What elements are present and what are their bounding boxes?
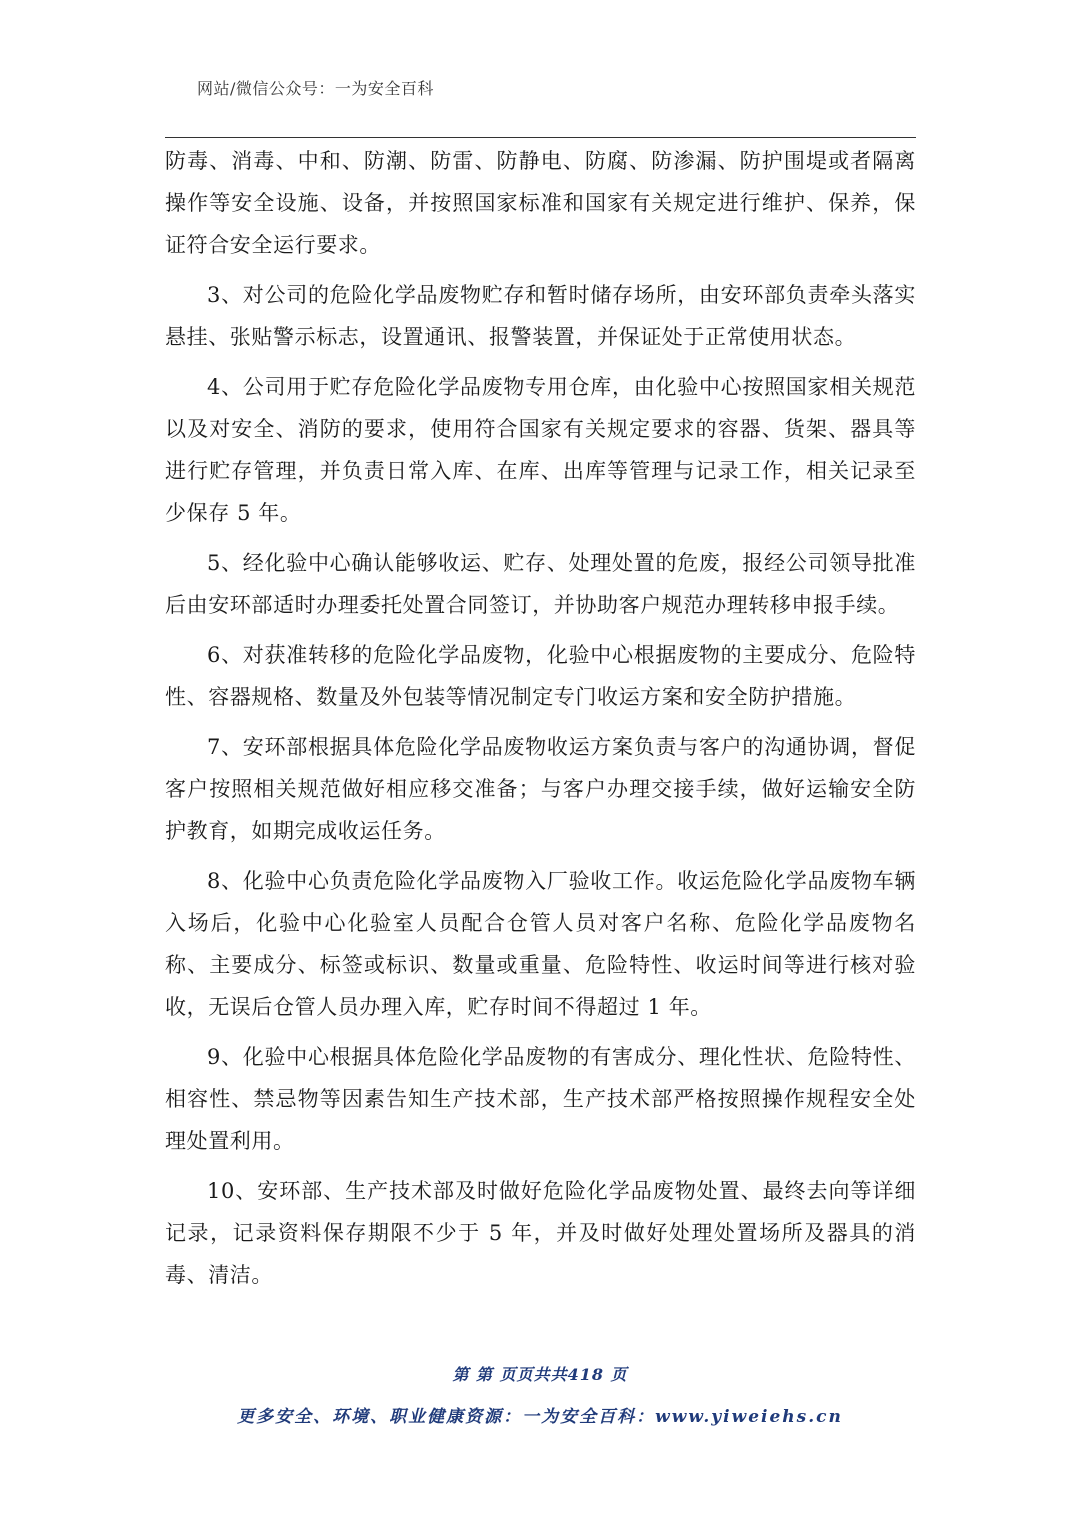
paragraph-item-3: 3、对公司的危险化学品废物贮存和暂时储存场所，由安环部负责牵头落实悬挂、张贴警示标志，设置通讯、报警装置，并保证处于正常使用状态。 <box>165 283 916 349</box>
paragraph-item-6: 6、对获准转移的危险化学品废物，化验中心根据废物的主要成分、危险特性、容器规格、数量及外包装等情况制定专门收运方案和安全防护措施。 <box>165 643 916 709</box>
paragraph-continuation: 防毒、消毒、中和、防潮、防雷、防静电、防腐、防渗漏、防护围堤或者隔离操作等安全设施、设备，并按照国家标准和国家有关规定进行维护、保养，保证符合安全运行要求。 <box>165 149 916 257</box>
header-site-text: 网站/微信公众号：一为安全百科 <box>197 79 434 98</box>
page-number: 第 第 页页共共418 页 <box>452 1365 628 1384</box>
paragraph-item-5: 5、经化验中心确认能够收运、贮存、处理处置的危废，报经公司领导批准后由安环部适时办理委托处置合同签订，并协助客户规范办理转移申报手续。 <box>165 551 916 617</box>
paragraph-item-8: 8、化验中心负责危险化学品废物入厂验收工作。收运危险化学品废物车辆入场后，化验中心化验室人员配合仓管人员对客户名称、危险化学品废物名称、主要成分、标签或标识、数量或重量、危险特性、收运时间等进行核对验收，无误后仓管人员办理入库，贮存时间不得超过 1 年。 <box>165 869 916 1019</box>
paragraph-item-10: 10、安环部、生产技术部及时做好危险化学品废物处置、最终去向等详细记录，记录资料保存期限不少于 5 年，并及时做好处理处置场所及器具的消毒、清洁。 <box>165 1179 916 1287</box>
document-body <box>165 140 916 1304</box>
paragraph-item-9: 9、化验中心根据具体危险化学品废物的有害成分、理化性状、危险特性、相容性、禁忌物等因素告知生产技术部，生产技术部严格按照操作规程安全处理处置利用。 <box>165 1045 916 1153</box>
footer-promo-text: 更多安全、环境、职业健康资源：一为安全百科：www.yiweiehs.cn <box>237 1407 843 1427</box>
paragraph-item-7: 7、安环部根据具体危险化学品废物收运方案负责与客户的沟通协调，督促客户按照相关规范做好相应移交准备；与客户办理交接手续，做好运输安全防护教育，如期完成收运任务。 <box>165 735 916 843</box>
paragraph-item-4: 4、公司用于贮存危险化学品废物专用仓库，由化验中心按照国家相关规范以及对安全、消防的要求，使用符合国家有关规定要求的容器、货架、器具等进行贮存管理，并负责日常入库、在库、出库等管理与记录工作，相关记录至少保存 5 年。 <box>165 375 916 525</box>
header-divider <box>165 137 916 138</box>
